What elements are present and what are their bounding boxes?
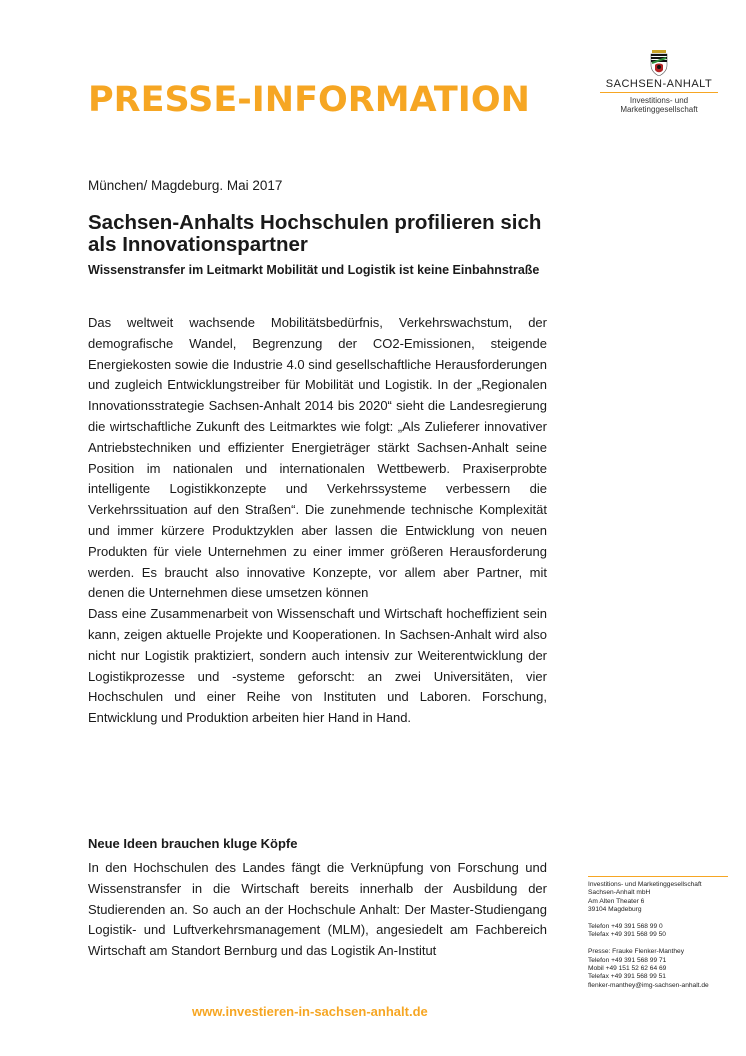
footer-website-link[interactable]: www.investieren-in-sachsen-anhalt.de — [192, 1004, 428, 1019]
article-body — [88, 313, 547, 729]
coat-of-arms-icon — [600, 50, 718, 76]
fax-line: Telefax +49 391 568 99 50 — [588, 931, 666, 939]
logo — [600, 50, 718, 114]
article-subheadline: Wissenstransfer im Leitmarkt Mobilität und Logistik ist keine Einbahnstraße — [88, 263, 540, 277]
press-phone: Telefon +49 391 568 99 71 — [588, 956, 667, 964]
logo-name: SACHSEN-ANHALT — [605, 78, 713, 90]
contact-phones — [588, 923, 728, 940]
press-contact-name: Presse: Frauke Flenker-Manthey — [588, 948, 685, 956]
section-body — [88, 858, 547, 962]
contact-block — [588, 876, 728, 999]
press-email-link[interactable]: flenker-manthey@img-sachsen-anhalt.de — [588, 981, 709, 989]
address-line: Sachsen-Anhalt mbH — [588, 889, 651, 897]
contact-press — [588, 948, 728, 990]
address-line: 39104 Magdeburg — [588, 906, 642, 914]
phone-line: Telefon +49 391 568 99 0 — [588, 923, 663, 931]
logo-divider — [600, 92, 718, 93]
body-paragraph: Das weltweit wachsende Mobilitätsbedürfnis, Verkehrswachstum, der demografische Wandel, Begrenzung der CO2-Emissionen, steigende Energiekosten sowie die Industrie 4.0 sind gesellschaftliche Herausforderungen und zugleich Entwicklungstreiber für Mobilität und Logistik. In der „Regionalen Innovationsstrategie Sachsen-Anhalt 2014 bis 2020“ sieht die Landesregierung die wirtschaftliche Zukunft des Leitmarktes wie folgt: „Als Zulieferer innovativer Antriebstechniken und effizienter Energieträger stärkt Sachsen-Anhalt seine Position im nationalen und internationalen Wettbewerb. Praxiserprobte intelligente Logistikkonzepte und Verkehrssysteme verbessern die Verkehrssituation auf den Straßen“. Die zunehmende technische Komplexität und immer kürzere Produktzyklen aber lassen die Entwicklung von neuen Produkten für viele Unternehmen zu einer immer größeren Herausforderung werden. Es braucht also innovative Konzepte, vor allem aber Partner, mit denen die Unternehmen diese umsetzen können — [88, 315, 547, 601]
article-headline: Sachsen-Anhalts Hochschulen profilieren sich als Innovationspartner — [88, 211, 542, 256]
press-fax: Telefax +49 391 568 99 51 — [588, 973, 666, 981]
body-paragraph: In den Hochschulen des Landes fängt die Verknüpfung von Forschung und Wissenstransfer in die Wirtschaft bereits innerhalb der Ausbildung der Studierenden an. So auch an der Hochschule Anhalt: Der Master-Studiengang Logistik- und Luftverkehrsmanagement (MLM), angesiedelt am Fachbereich Wirtschaft am Standort Bernburg und das Logistik An-Institut — [88, 860, 547, 959]
dateline: München/ Magdeburg. Mai 2017 — [88, 178, 283, 193]
logo-subtitle-line1: Investitions- und — [629, 96, 689, 105]
body-paragraph: Dass eine Zusammenarbeit von Wissenschaft und Wirtschaft hocheffizient sein kann, zeigen aktuelle Projekte und Kooperationen. In Sachsen-Anhalt wird also nicht nur Logistik praktiziert, sondern auch intensiv zur Weiterentwicklung der Logistikprozesse und -systeme geforscht: an zwei Universitäten, vier Hochschulen und einer Reihe von Instituten und Laboren. Forschung, Entwicklung und Produktion arbeiten hier Hand in Hand. — [88, 606, 547, 726]
contact-address — [588, 881, 728, 915]
section-heading: Neue Ideen brauchen kluge Köpfe — [88, 836, 298, 851]
logo-subtitle-line2: Marketinggesellschaft — [620, 105, 698, 114]
address-line: Am Alten Theater 6 — [588, 897, 645, 905]
press-mobile: Mobil +49 151 52 62 64 69 — [588, 965, 667, 973]
address-line: Investitions- und Marketinggesellschaft — [588, 881, 702, 888]
page-title: PRESSE-INFORMATION — [88, 80, 530, 120]
